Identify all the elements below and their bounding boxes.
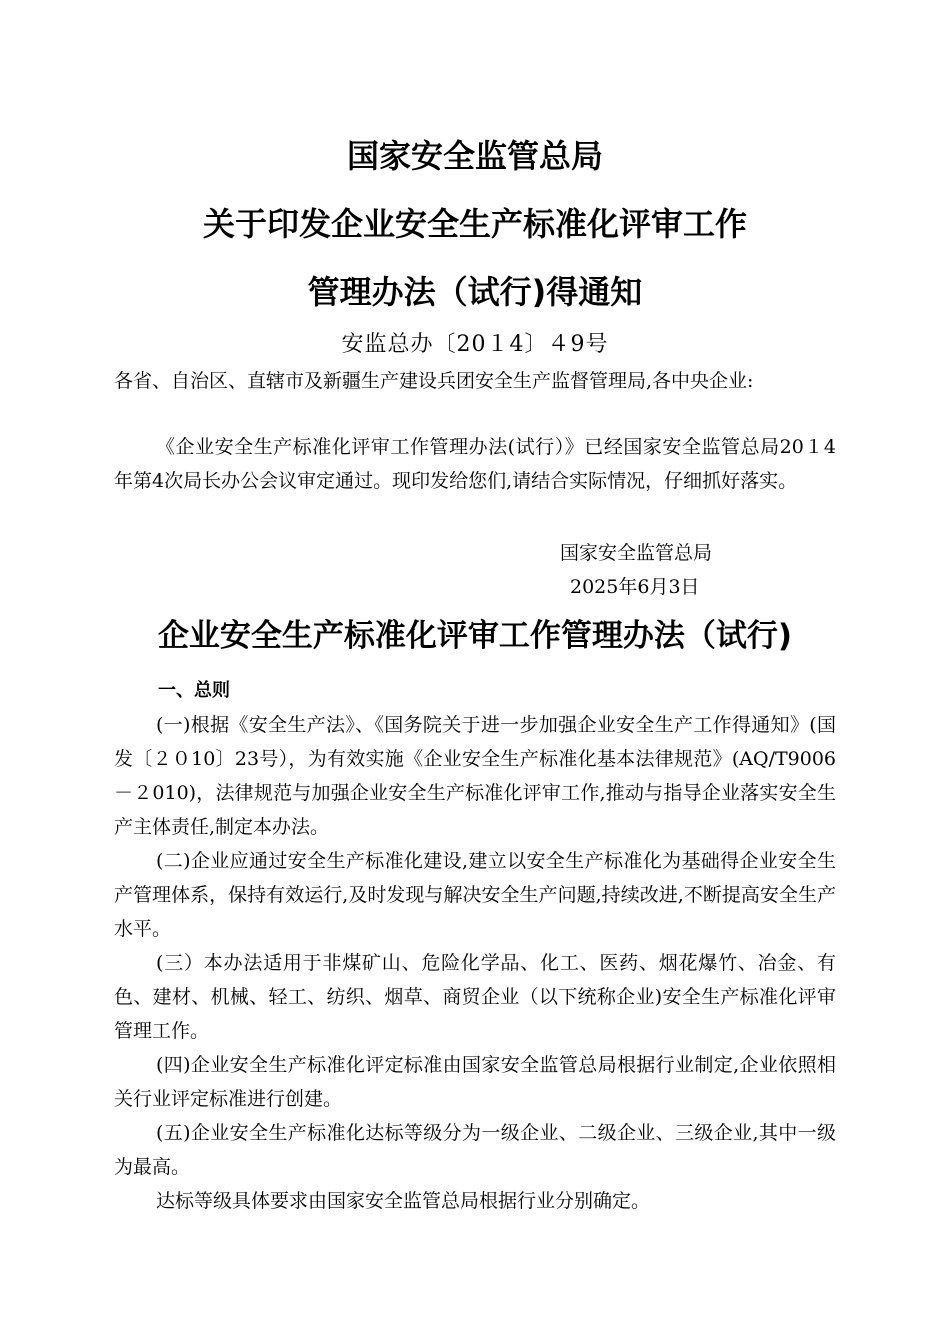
section-heading-general: 一、总则	[158, 680, 230, 701]
paragraph-2: (二)企业应通过安全生产标准化建设,建立以安全生产标准化为基础得企业安全生产管理体系，保持有效运行,及时发现与解决安全生产问题,持续改进,不断提高安全生产水平。	[114, 850, 836, 940]
paragraph-6: 达标等级具体要求由国家安全监管总局根据行业分别确定。	[156, 1190, 651, 1212]
notice-title-line-1: 国家安全监管总局	[346, 137, 603, 175]
regulation-title: 企业安全生产标准化评审工作管理办法（试行)	[157, 618, 793, 654]
paragraph-4: (四)企业安全生产标准化评定标准由国家安全监管总局根据行业制定,企业依照相关行业评定标准进行创建。	[114, 1054, 836, 1110]
notice-title-line-3: 管理办法（试行)得通知	[307, 273, 643, 311]
issue-date: 2025年6月3日	[570, 576, 700, 598]
issuer: 国家安全监管总局	[560, 542, 713, 564]
notice-body: 《企业安全生产标准化评审工作管理办法(试行）》已经国家安全监管总局20１4年第4次局长办公会议审定通过。现印发给您们,请结合实际情况，仔细抓好落实。	[114, 436, 836, 492]
document-number: 安监总办〔20１4〕４9号	[341, 332, 609, 357]
paragraph-3: (三）本办法适用于非煤矿山、危险化学品、化工、医药、烟花爆竹、冶金、有色、建材、机械、轻工、纺织、烟草、商贸企业（以下统称企业)安全生产标准化评审管理工作。	[114, 952, 836, 1042]
paragraph-1: (一)根据《安全生产法》、《国务院关于进一步加强企业安全生产工作得通知》(国发〔２０10〕23号），为有效实施《企业安全生产标准化基本法律规范》(AQ/T9006－２010)，法律规范与加强企业安全生产标准化评审工作,推动与指导企业落实安全生产主体责任,制定本办法。	[114, 714, 836, 838]
paragraph-5: (五)企业安全生产标准化达标等级分为一级企业、二级企业、三级企业,其中一级为最高。	[114, 1122, 836, 1178]
addressee: 各省、自治区、直辖市及新疆生产建设兵团安全生产监督管理局,各中央企业:	[114, 370, 754, 392]
notice-title-line-2: 关于印发企业安全生产标准化评审工作	[202, 205, 747, 243]
